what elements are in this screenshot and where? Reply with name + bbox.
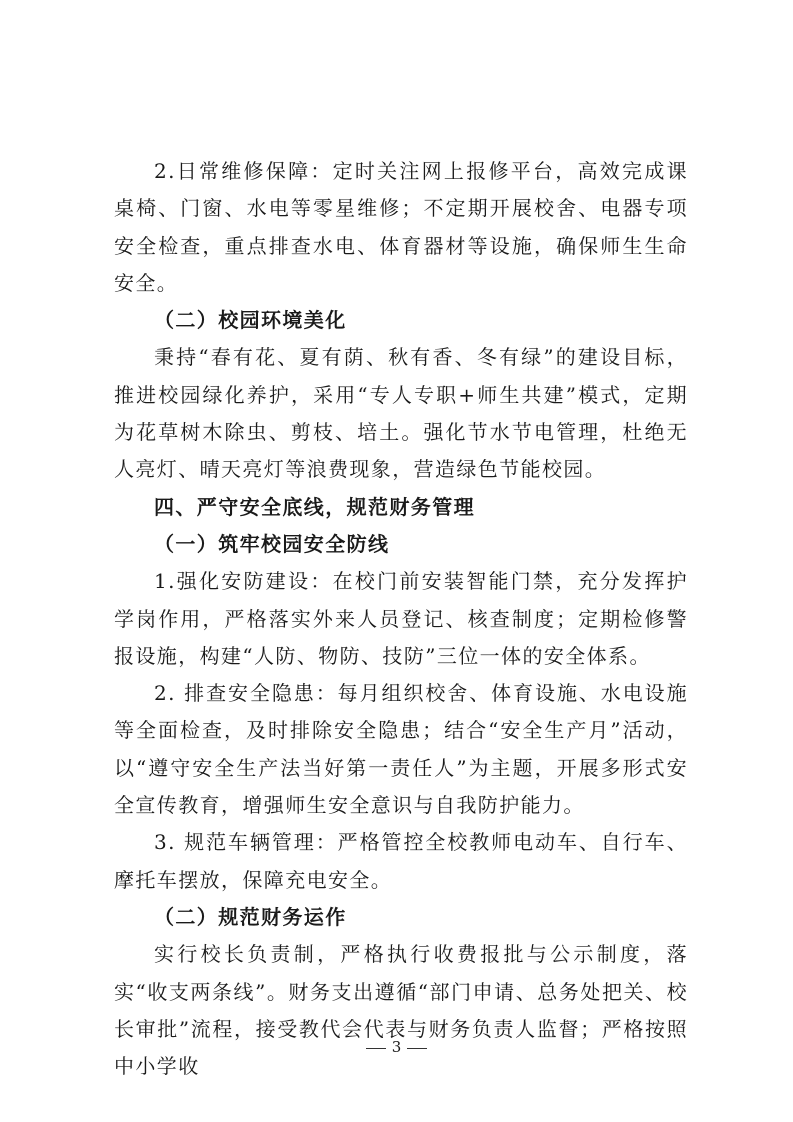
page-number: 3 [391,1038,402,1056]
paragraph-vehicle-management: 3. 规范车辆管理：严格管控全校教师电动车、自行车、摩托车摆放，保障充电安全。 [114,830,688,892]
footer-dash-left [366,1048,386,1049]
page-footer [0,1038,793,1056]
document-body [114,153,688,1085]
heading-finance-operation: （二）规范财务运作 [154,904,347,929]
paragraph-finance: 实行校长负责制，严格执行收费报批与公示制度，落实“收支两条线”。财务支出遵循“部门申请、总务处把关、校长审批”流程，接受教代会代表与财务负责人监督；严格按照中小学收 [114,942,688,1079]
paragraph-daily-maintenance: 2.日常维修保障：定时关注网上报修平台，高效完成课桌椅、门窗、水电等零星维修；不定期开展校舍、电器专项安全检查，重点排查水电、体育器材等设施，确保师生生命安全。 [114,159,688,295]
footer-dash-right [407,1048,427,1049]
paragraph-security-construction: 1.强化安防建设：在校门前安装智能门禁，充分发挥护学岗作用，严格落实外来人员登记、核查制度；定期检修警报设施，构建“人防、物防、技防”三位一体的安全体系。 [114,569,688,668]
paragraph-greening: 秉持“春有花、夏有荫、秋有香、冬有绿”的建设目标，推进校园绿化养护，采用“专人专职+师生共建”模式，定期为花草树木除虫、剪枝、培土。强化节水节电管理，杜绝无人亮灯、晴天亮灯等浪费现象，营造绿色节能校园。 [114,345,688,482]
paragraph-hazard-check: 2. 排查安全隐患：每月组织校舍、体育设施、水电设施等全面检查，及时排除安全隐患；结合“安全生产月”活动，以“遵守安全生产法当好第一责任人”为主题，开展多形式安全宣传教育，增强师生安全意识与自我防护能力。 [114,681,688,818]
heading-section-four: 四、严守安全底线，规范财务管理 [154,494,475,519]
heading-safety-defense: （一）筑牢校园安全防线 [154,531,390,556]
heading-campus-environment: （二）校园环境美化 [154,308,347,333]
